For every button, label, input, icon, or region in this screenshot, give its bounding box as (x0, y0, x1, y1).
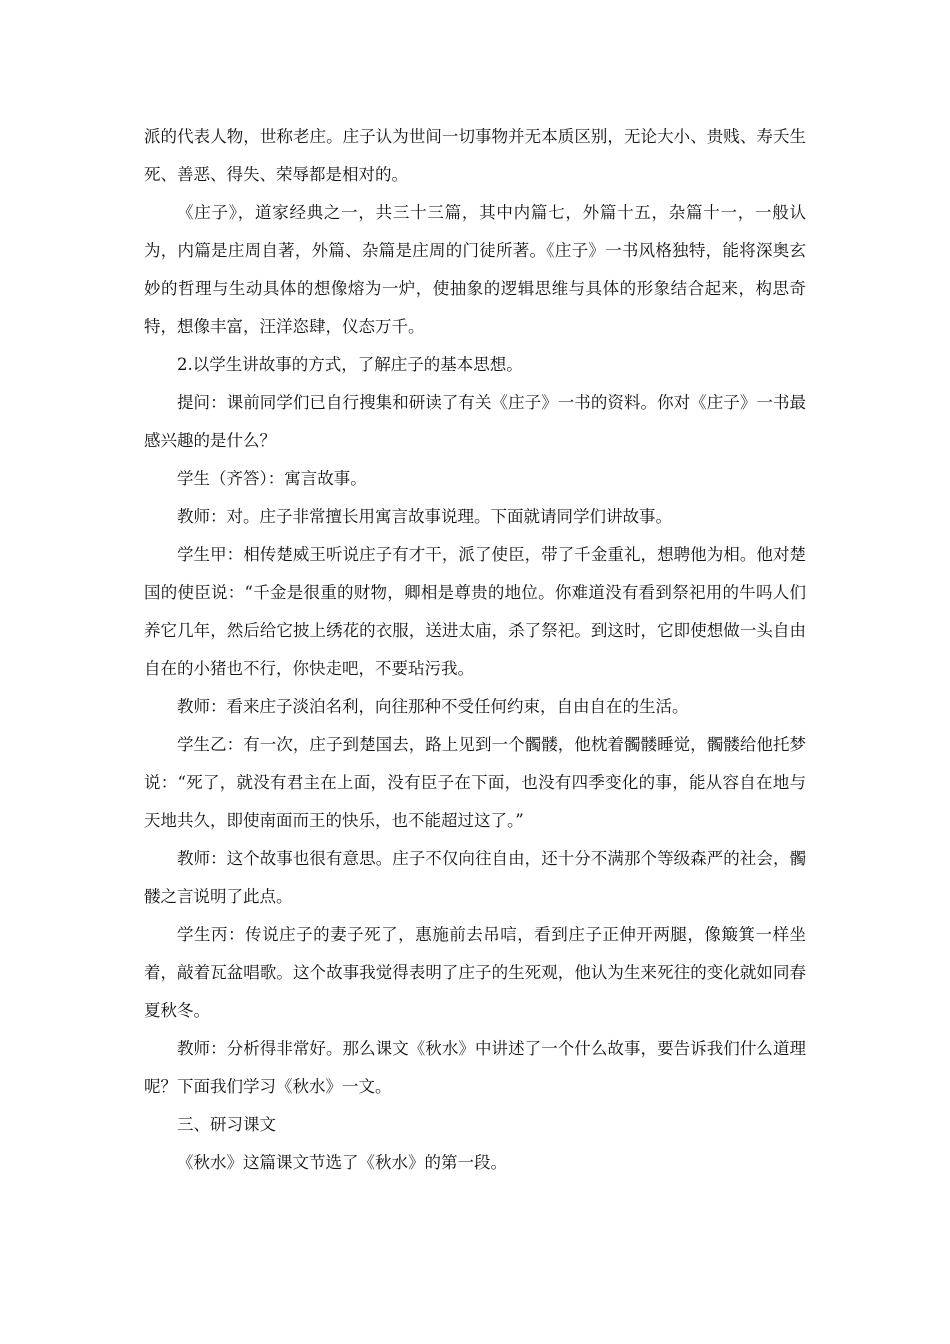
paragraph-students-answer: 学生（齐答）：寓言故事。 (177, 469, 367, 488)
document-body (144, 118, 806, 1182)
paragraph-student-c: 学生丙：传说庄子的妻子死了，惠施前去吊唁，看到庄子正伸开两腿，像簸箕一样坐着，敲着瓦盆唱歌。这个故事我觉得表明了庄子的生死观，他认为生来死往的变化就如同春夏秋冬。 (144, 925, 806, 1020)
paragraph-zhuangzi-book: 《庄子》，道家经典之一，共三十三篇，其中内篇七，外篇十五，杂篇十一，一般认为，内篇是庄周自著，外篇、杂篇是庄周的门徒所著。《庄子》一书风格独特，能将深奥玄妙的哲理与生动具体的想像熔为一炉，使抽象的逻辑思维与具体的形象结合起来，构思奇特，想像丰富，汪洋恣肆，仪态万千。 (144, 203, 806, 336)
paragraph-teacher-3: 教师：这个故事也很有意思。庄子不仅向往自由，还十分不满那个等级森严的社会，髑髅之言说明了此点。 (144, 849, 806, 906)
paragraph-question: 提问：课前同学们已自行搜集和研读了有关《庄子》一书的资料。你对《庄子》一书最感兴趣的是什么？ (144, 393, 806, 450)
paragraph-student-a: 学生甲：相传楚威王听说庄子有才干，派了使臣，带了千金重礼，想聘他为相。他对楚国的使臣说：“千金是很重的财物，卿相是尊贵的地位。你难道没有看到祭祀用的牛吗人们养它几年，然后给它披上绣花的衣服，送进太庙，杀了祭祀。到这时，它即使想做一头自由自在的小猪也不行，你快走吧，不要玷污我。 (144, 545, 806, 678)
paragraph-teacher-4: 教师：分析得非常好。那么课文《秋水》中讲述了一个什么故事，要告诉我们什么道理呢？下面我们学习《秋水》一文。 (144, 1039, 806, 1096)
section-heading-study-text: 三、研习课文 (177, 1115, 276, 1134)
paragraph-activity-heading: 2.以学生讲故事的方式，了解庄子的基本思想。 (177, 355, 523, 374)
paragraph-teacher-2: 教师：看来庄子淡泊名利，向往那种不受任何约束，自由自在的生活。 (177, 697, 689, 716)
paragraph-student-b: 学生乙：有一次，庄子到楚国去，路上见到一个髑髅，他枕着髑髅睡觉，髑髅给他托梦说：“死了，就没有君主在上面，没有臣子在下面，也没有四季变化的事，能从容自在地与天地共久，即使南面而王的快乐，也不能超过这了。” (144, 735, 806, 830)
paragraph-excerpt-note: 《秋水》这篇课文节选了《秋水》的第一段。 (177, 1153, 507, 1172)
paragraph-intro-continuation: 派的代表人物，世称老庄。庄子认为世间一切事物并无本质区别，无论大小、贵贱、寿夭生死、善恶、得失、荣辱都是相对的。 (144, 127, 806, 184)
paragraph-teacher-1: 教师：对。庄子非常擅长用寓言故事说理。下面就请同学们讲故事。 (177, 507, 672, 526)
